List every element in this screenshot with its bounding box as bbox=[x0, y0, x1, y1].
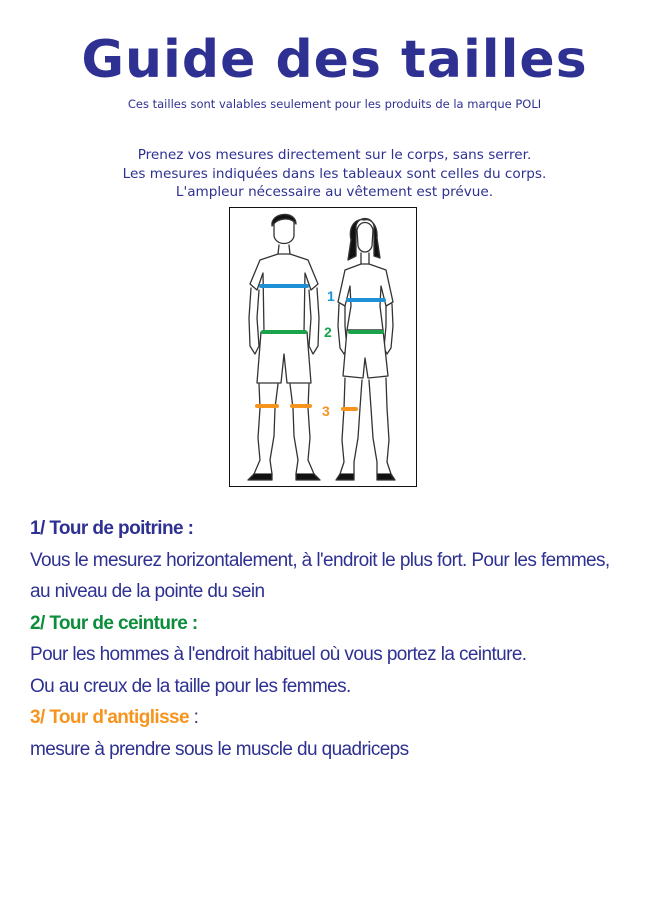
man-figure bbox=[248, 214, 320, 480]
waist-text-line: Pour les hommes à l'endroit habituel où vous portez la ceinture. bbox=[30, 644, 527, 665]
chest-heading: 1/ Tour de poitrine : bbox=[30, 518, 194, 539]
intro-line: Les mesures indiquées dans les tableaux sont celles du corps. bbox=[122, 165, 547, 182]
marker-1: 1 bbox=[327, 288, 335, 304]
thigh-heading-suffix: : bbox=[188, 707, 199, 728]
thigh-section bbox=[30, 702, 660, 734]
chest-text-line: au niveau de la pointe du sein bbox=[30, 581, 265, 602]
chest-text-line: Vous le mesurez horizontalement, à l'endroit le plus fort. Pour les femmes, bbox=[30, 549, 610, 571]
body-measurement-illustration bbox=[229, 207, 417, 487]
intro-text bbox=[0, 146, 669, 202]
intro-line: Prenez vos mesures directement sur le corps, sans serrer. bbox=[137, 147, 532, 163]
measurement-instructions bbox=[30, 513, 660, 765]
waist-heading: 2/ Tour de ceinture : bbox=[30, 612, 198, 634]
intro-line: L'ampleur nécessaire au vêtement est prévue. bbox=[175, 184, 494, 200]
thigh-heading: 3/ Tour d'antiglisse bbox=[30, 707, 189, 728]
marker-3: 3 bbox=[322, 403, 330, 419]
woman-figure bbox=[336, 219, 395, 481]
waist-section bbox=[30, 608, 660, 640]
waist-text-line: Ou au creux de la taille pour les femmes. bbox=[30, 675, 351, 697]
thigh-text-line: mesure à prendre sous le muscle du quadriceps bbox=[30, 738, 409, 760]
marker-2: 2 bbox=[324, 324, 332, 340]
page-title: Guide des tailles bbox=[81, 30, 588, 90]
page-subtitle: Ces tailles sont valables seulement pour les produits de la marque POLI bbox=[127, 97, 542, 111]
measurement-diagram bbox=[230, 208, 415, 485]
chest-section bbox=[30, 513, 660, 545]
